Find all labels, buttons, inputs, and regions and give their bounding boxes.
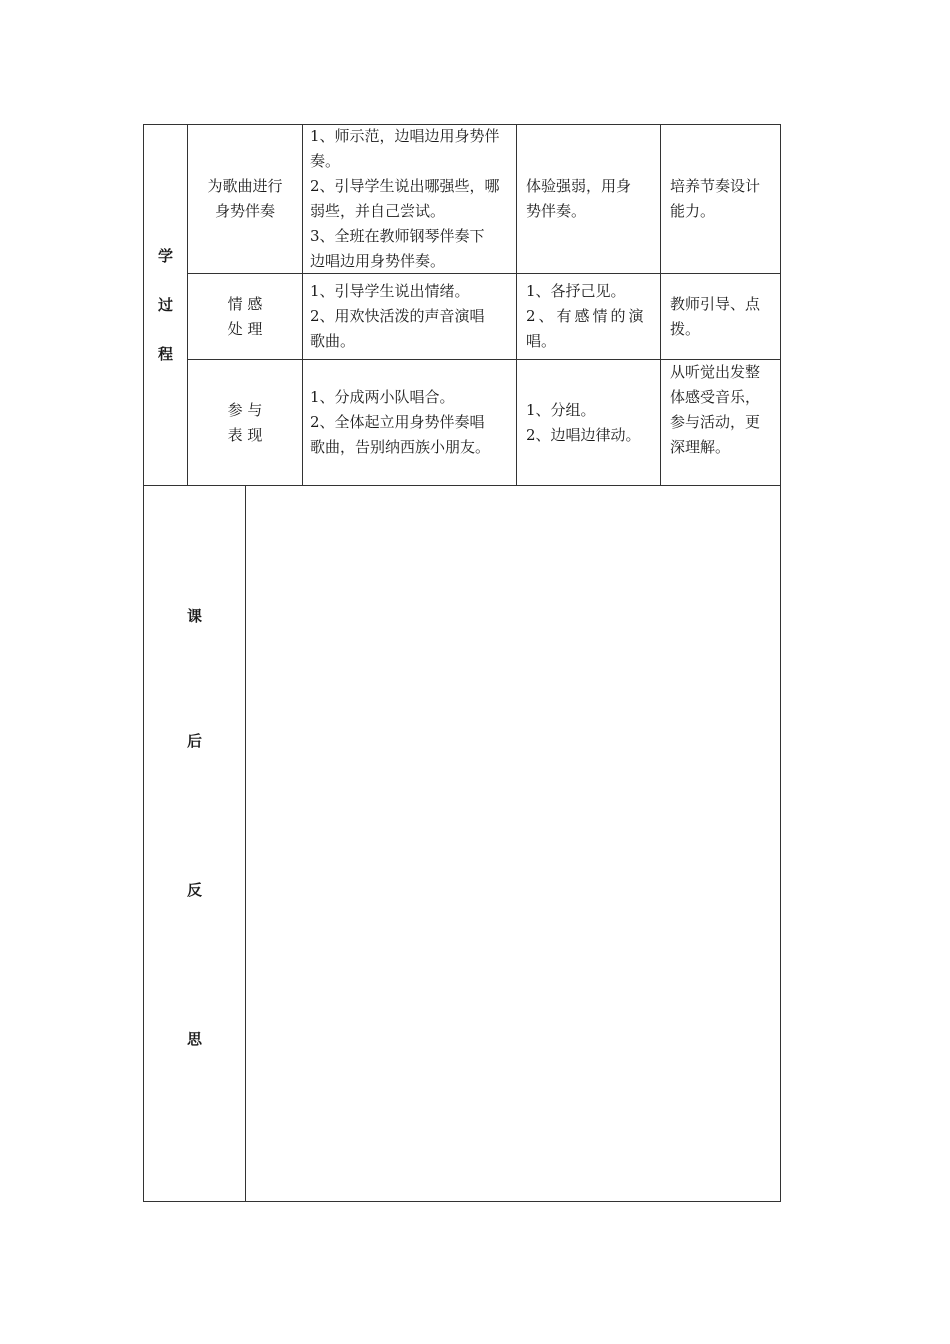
teacher-activity-cell	[310, 125, 514, 273]
student-activity-cell	[526, 125, 658, 273]
divider	[660, 124, 661, 486]
stage-text: 情 感	[227, 294, 263, 313]
section-label-char: 学	[157, 246, 173, 265]
design-intent-text: 拨。	[670, 319, 701, 338]
design-intent-text: 参与活动，更	[670, 413, 761, 431]
divider	[302, 124, 303, 486]
design-intent-text: 教师引导、点	[670, 294, 761, 313]
section-label	[144, 125, 187, 485]
student-activity-text: 体验强弱，用身	[526, 177, 632, 195]
stage-text: 参 与	[227, 400, 263, 419]
teacher-activity-cell	[310, 274, 514, 359]
teacher-activity-text: 2、全体起立用身势伴奏唱	[310, 413, 485, 431]
divider	[516, 124, 517, 486]
stage-cell	[188, 360, 302, 485]
reflection-content[interactable]	[246, 486, 780, 1201]
stage-text: 为歌曲进行	[207, 177, 283, 195]
student-activity-text: 唱。	[526, 332, 557, 350]
teacher-activity-text: 弱些，并自己尝试。	[310, 202, 446, 220]
reflection-label-char: 思	[186, 1030, 202, 1048]
design-intent-cell	[670, 125, 778, 273]
student-activity-cell	[526, 274, 658, 359]
teacher-activity-text: 2、引导学生说出哪强些，哪	[310, 177, 500, 195]
student-activity-text: 2、有感情的演	[526, 307, 647, 325]
teacher-activity-cell	[310, 360, 514, 485]
design-intent-text: 培养节奏设计	[670, 177, 761, 195]
reflection-label-char: 课	[186, 607, 202, 625]
teacher-activity-text: 3、全班在教师钢琴伴奏下	[310, 227, 485, 245]
reflection-label-char: 后	[186, 732, 202, 750]
section-label-char: 程	[157, 344, 173, 363]
reflection-label-char: 反	[186, 881, 202, 899]
stage-cell	[188, 274, 302, 359]
section-label-char: 过	[157, 295, 173, 314]
student-activity-text: 势伴奏。	[526, 202, 587, 220]
stage-text: 处 理	[227, 319, 263, 338]
teacher-activity-text: 1、引导学生说出情绪。	[310, 282, 470, 300]
teacher-activity-text: 1、分成两小队唱合。	[310, 388, 455, 406]
design-intent-text: 体感受音乐，	[670, 388, 761, 406]
stage-text: 身势伴奏	[214, 202, 275, 220]
design-intent-text: 能力。	[670, 202, 716, 220]
student-activity-text: 2、边唱边律动。	[526, 425, 641, 444]
teacher-activity-text: 1、师示范，边唱边用身势伴	[310, 127, 500, 145]
design-intent-text: 深理解。	[670, 438, 731, 456]
teacher-activity-text: 奏。	[310, 152, 341, 170]
student-activity-cell	[526, 360, 658, 485]
stage-text: 表 现	[227, 425, 263, 444]
teacher-activity-text: 歌曲，告别纳西族小朋友。	[310, 438, 491, 456]
student-activity-text: 1、各抒己见。	[526, 282, 626, 300]
student-activity-text: 1、分组。	[526, 400, 596, 419]
design-intent-text: 从听觉出发整	[670, 363, 761, 381]
teacher-activity-text: 边唱边用身势伴奏。	[310, 252, 446, 270]
design-intent-cell	[670, 274, 778, 359]
stage-cell	[188, 125, 302, 273]
teacher-activity-text: 歌曲。	[310, 332, 356, 350]
design-intent-cell	[670, 360, 778, 485]
reflection-label	[144, 486, 245, 1201]
teacher-activity-text: 2、用欢快活泼的声音演唱	[310, 307, 485, 325]
